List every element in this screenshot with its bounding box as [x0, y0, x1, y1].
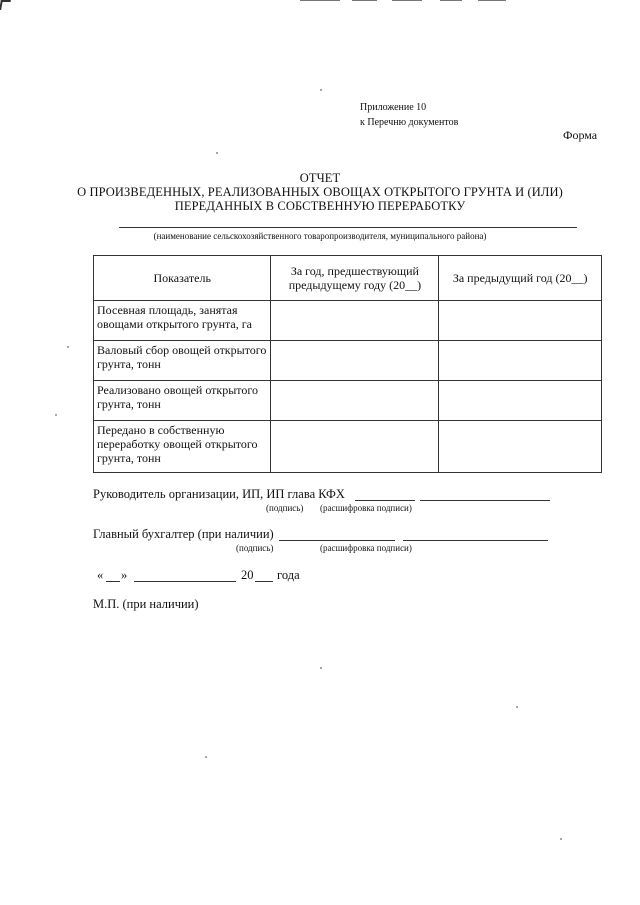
cell-sold-prev-year[interactable] — [439, 381, 602, 421]
head-caption-signature: (подпись) — [266, 503, 304, 513]
header-prev-prev-year: За год, предшествующий предыдущему году (20__) — [271, 256, 439, 301]
table-row — [94, 301, 602, 341]
accountant-signature-field[interactable] — [279, 540, 395, 541]
row-label-sown-area: Посевная площадь, занятая овощами открытого грунта, га — [94, 301, 271, 341]
seal-label: М.П. (при наличии) — [93, 597, 199, 611]
producer-caption: (наименование сельскохозяйственного товаропроизводителя, муниципального района) — [153, 231, 487, 241]
cell-own-processing-prev-prev-year[interactable] — [271, 421, 439, 473]
report-table — [93, 255, 602, 473]
accountant-signature-label: Главный бухгалтер (при наличии) — [93, 527, 274, 541]
date-year-field[interactable] — [255, 581, 273, 582]
top-edge-mark — [440, 0, 462, 1]
cell-sold-prev-prev-year[interactable] — [271, 381, 439, 421]
table-row — [94, 421, 602, 473]
appendix-reference: к Перечню документов — [360, 117, 459, 128]
date-year-prefix: 20 — [241, 568, 254, 582]
scan-speck — [205, 756, 207, 758]
scan-speck — [560, 838, 562, 840]
cell-gross-harvest-prev-year[interactable] — [439, 341, 602, 381]
producer-name-field[interactable] — [119, 227, 577, 228]
report-subtitle-line1: О ПРОИЗВЕДЕННЫХ, РЕАЛИЗОВАННЫХ ОВОЩАХ ОТКРЫТОГО ГРУНТА И (ИЛИ) — [77, 185, 563, 199]
scan-speck — [216, 152, 218, 154]
scan-speck — [320, 89, 322, 91]
top-edge-mark — [300, 0, 340, 1]
scan-speck — [320, 667, 322, 669]
row-label-gross-harvest: Валовый сбор овощей открытого грунта, тонн — [94, 341, 271, 381]
row-label-sold: Реализовано овощей открытого грунта, тонн — [94, 381, 271, 421]
date-close-quote: » — [121, 568, 128, 582]
header-indicator: Показатель — [94, 256, 271, 301]
report-subtitle-line2: ПЕРЕДАННЫХ В СОБСТВЕННУЮ ПЕРЕРАБОТКУ — [174, 199, 466, 213]
table-row — [94, 381, 602, 421]
report-title: ОТЧЕТ — [299, 171, 341, 185]
table-header-row — [94, 256, 602, 301]
scan-speck — [516, 706, 518, 708]
row-label-own-processing: Передано в собственную переработку овощей открытого грунта, тонн — [94, 421, 271, 473]
appendix-number: Приложение 10 — [360, 102, 427, 113]
header-prev-year: За предыдущий год (20__) — [439, 256, 602, 301]
accountant-caption-decoding: (расшифровка подписи) — [320, 543, 412, 553]
form-label: Форма — [563, 128, 598, 142]
scan-speck — [67, 346, 69, 348]
top-edge-mark — [352, 0, 377, 1]
date-year-suffix: года — [277, 568, 300, 582]
head-signature-field[interactable] — [355, 500, 415, 501]
accountant-decoding-field[interactable] — [403, 540, 548, 541]
head-caption-decoding: (расшифровка подписи) — [320, 503, 412, 513]
date-month-field[interactable] — [134, 581, 236, 582]
scan-speck — [55, 414, 57, 416]
head-signature-label: Руководитель организации, ИП, ИП глава КФХ — [93, 487, 345, 501]
appendix-note — [360, 100, 458, 130]
date-day-field[interactable] — [106, 581, 120, 582]
cell-sown-area-prev-year[interactable] — [439, 301, 602, 341]
cell-sown-area-prev-prev-year[interactable] — [271, 301, 439, 341]
table-row — [94, 341, 602, 381]
head-decoding-field[interactable] — [420, 500, 550, 501]
accountant-caption-signature: (подпись) — [236, 543, 274, 553]
date-open-quote: « — [97, 568, 104, 582]
top-edge-mark — [392, 0, 422, 1]
cell-own-processing-prev-year[interactable] — [439, 421, 602, 473]
cell-gross-harvest-prev-prev-year[interactable] — [271, 341, 439, 381]
top-edge-mark — [478, 0, 506, 1]
corner-mark — [0, 0, 11, 10]
